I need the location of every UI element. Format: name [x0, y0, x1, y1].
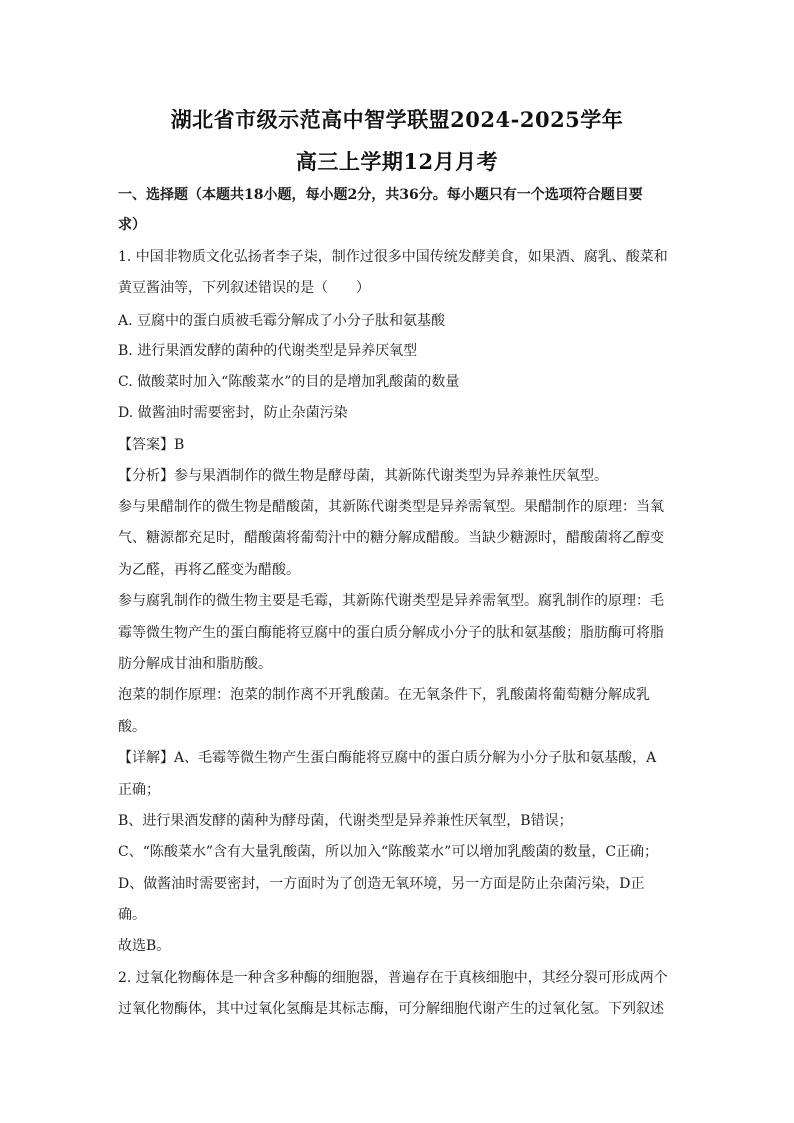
option-c: C. 做酸菜时加入“陈酸菜水”的目的是增加乳酸菌的数量: [118, 374, 460, 390]
option-a: A. 豆腐中的蛋白质被毛霉分解成了小分子肽和氨基酸: [118, 313, 446, 329]
question-1-stem-continued: 黄豆酱油等，下列叙述错误的是（ ）: [118, 280, 370, 296]
conclusion-line: 故选B。: [118, 938, 171, 954]
analysis-text-line: 泡菜的制作原理：泡菜的制作离不开乳酸菌。在无氧条件下，乳酸菌将葡萄糖分解成乳: [118, 687, 650, 703]
option-d: D. 做酱油时需要密封，防止杂菌污染: [118, 405, 348, 421]
analysis-text-line: 霉等微生物产生的蛋白酶能将豆腐中的蛋白质分解成小分子的肽和氨基酸；脂肪酶可将脂: [118, 625, 664, 641]
answer-line: 【答案】B: [118, 437, 185, 453]
explanation-line: 正确；: [118, 782, 160, 798]
explanation-line: B、进行果酒发酵的菌种为酵母菌，代谢类型是异养兼性厌氧型，B错误；: [118, 813, 573, 829]
analysis-line: 【分析】参与果酒制作的微生物是酵母菌，其新陈代谢类型为异养兼性厌氧型。: [118, 468, 608, 484]
analysis-text-line: 肪分解成甘油和脂肪酸。: [118, 656, 272, 672]
section-heading-continued: 求）: [118, 217, 146, 233]
analysis-text-line: 为乙醛，再将乙醛变为醋酸。: [118, 562, 300, 578]
section-heading: 一、选择题（本题共18小题，每小题2分，共36分。每小题只有一个选项符合题目要: [118, 187, 643, 203]
explanation-line: 确。: [118, 907, 146, 923]
explanation-line: 【详解】A、毛霉等微生物产生蛋白酶能将豆腐中的蛋白质分解为小分子肽和氨基酸，A: [118, 750, 657, 766]
title-line-2: 高三上学期12月月考: [295, 149, 499, 174]
title-line-1: 湖北省市级示范高中智学联盟2024-2025学年: [170, 107, 624, 132]
question-1-stem: 1. 中国非物质文化弘扬者李子柒，制作过很多中国传统发酵美食，如果酒、腐乳、酸菜和: [118, 249, 668, 265]
question-2-stem-continued: 过氧化物酶体，其中过氧化氢酶是其标志酶，可分解细胞代谢产生的过氧化氢。下列叙述: [118, 1001, 664, 1017]
analysis-text-line: 参与果醋制作的微生物是醋酸菌，其新陈代谢类型是异养需氧型。果醋制作的原理：当氧: [118, 499, 664, 515]
option-b: B. 进行果酒发酵的菌种的代谢类型是异养厌氧型: [118, 343, 418, 359]
question-2-stem: 2. 过氧化物酶体是一种含多种酶的细胞器，普遍存在于真核细胞中，其经分裂可形成两个: [118, 970, 668, 986]
explanation-line: C、“陈酸菜水”含有大量乳酸菌，所以加入“陈酸菜水”可以增加乳酸菌的数量，C正确；: [118, 844, 659, 860]
analysis-text-line: 气、糖源都充足时，醋酸菌将葡萄汁中的糖分解成醋酸。当缺少糖源时，醋酸菌将乙醇变: [118, 530, 664, 546]
analysis-text-line: 酸。: [118, 719, 146, 735]
explanation-line: D、做酱油时需要密封，一方面时为了创造无氧环境，另一方面是防止杂菌污染，D正: [118, 876, 645, 892]
analysis-text-line: 参与腐乳制作的微生物主要是毛霉，其新陈代谢类型是异养需氧型。腐乳制作的原理：毛: [118, 593, 664, 609]
